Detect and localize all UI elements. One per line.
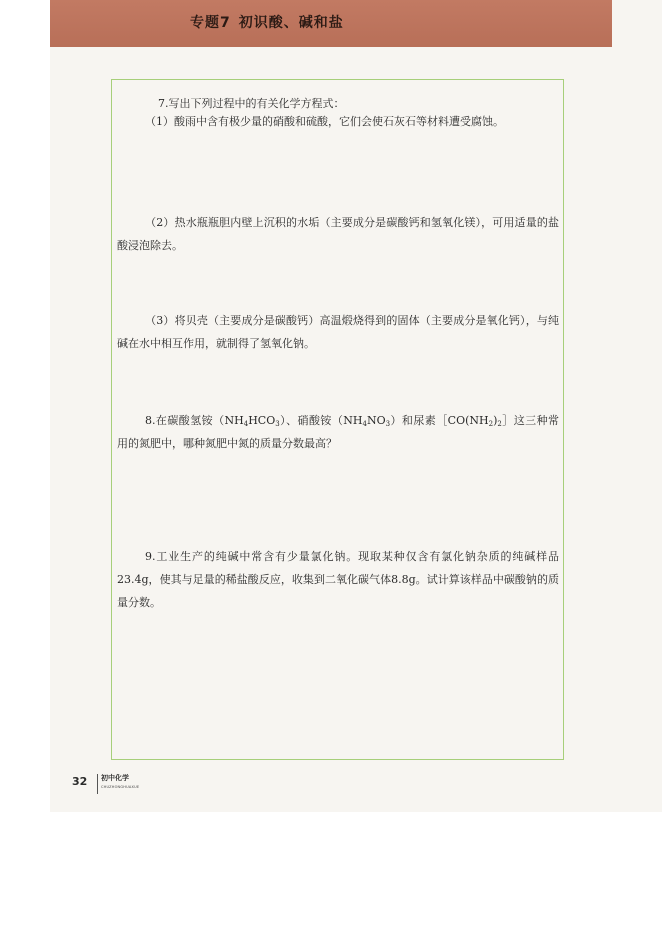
- q8-text: ): [493, 414, 498, 427]
- q8-sub: 4: [362, 420, 367, 428]
- chapter-header: [50, 0, 612, 47]
- topic-title: 初识酸、碱和盐: [238, 15, 344, 31]
- q8-text: ）、硝酸铵（NH: [279, 414, 363, 427]
- topic-number: 专题7: [190, 15, 231, 31]
- question-7-part-2: [117, 211, 559, 257]
- question-9: [117, 545, 559, 614]
- q8-prefix: 8.在碳酸氢铵（NH: [145, 414, 244, 427]
- q8-sub: 3: [275, 420, 280, 428]
- q8-text: HCO: [248, 414, 276, 427]
- question-7-title: 7.写出下列过程中的有关化学方程式：: [158, 97, 345, 110]
- question-9-text: 9.工业生产的纯碱中常含有少量氯化钠。现取某种仅含有氯化钠杂质的纯碱样品23.4g，使其与足量的稀盐酸反应，收集到二氧化碳气体8.8g。试计算该样品中碳酸钠的质量分数。: [117, 550, 559, 609]
- footer-divider: [97, 774, 98, 794]
- q8-sub: 2: [488, 420, 494, 428]
- q8-text: ）和尿素［CO(NH: [390, 414, 489, 427]
- question-8: [117, 409, 559, 455]
- q8-text: NO: [366, 414, 386, 427]
- question-7-part-2-text: （2）热水瓶瓶胆内壁上沉积的水垢（主要成分是碳酸钙和氢氧化镁），可用适量的盐酸浸泡除去。: [117, 216, 559, 252]
- footer-subject-pinyin: CHUZHONGHUAXUE: [101, 785, 140, 789]
- q8-suffix: ］这三种常用的氮肥中，哪种氮肥中氮的质量分数最高？: [117, 414, 560, 450]
- question-7-part-1: [117, 110, 559, 133]
- q8-sub: 3: [385, 420, 391, 428]
- page-number: 32: [72, 775, 88, 788]
- footer-subject: 初中化学: [101, 774, 129, 782]
- q8-sub: 2: [497, 420, 502, 428]
- question-7-part-3-text: （3）将贝壳（主要成分是碳酸钙）高温煅烧得到的固体（主要成分是氧化钙），与纯碱在水中相互作用，就制得了氢氧化钠。: [117, 314, 559, 350]
- q8-sub: 4: [243, 420, 249, 428]
- question-7-part-1-text: （1）酸雨中含有极少量的硝酸和硫酸，它们会使石灰石等材料遭受腐蚀。: [145, 115, 504, 128]
- question-7-part-3: [117, 309, 559, 355]
- chapter-title: [190, 12, 344, 32]
